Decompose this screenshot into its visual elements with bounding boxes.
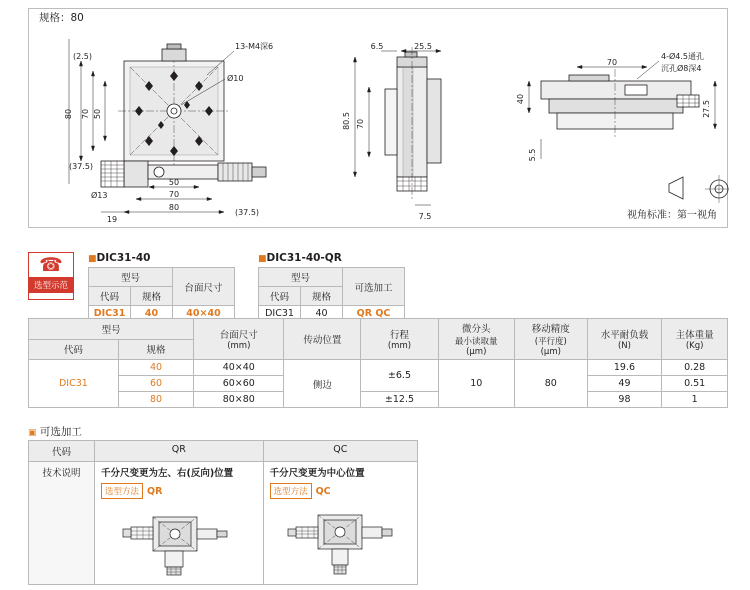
cell-stroke: ±12.5 [361,392,438,408]
svg-text:40: 40 [516,93,525,105]
table-row [29,392,728,408]
svg-text:Ø13: Ø13 [91,191,108,200]
svg-text:70: 70 [168,190,180,199]
col-header-optional: 可选加工 [343,268,405,306]
svg-text:80: 80 [168,203,180,212]
drawing-panel [28,8,728,228]
spec-col-weight: 主体重量 (Kg) [662,319,728,360]
opt-cell-qc [263,462,417,585]
model-value-spec: 40 [301,306,343,322]
sel-method-value: QC [315,486,331,497]
svg-text:70: 70 [81,108,90,120]
qc-variant-thumbnail [280,503,400,581]
optional-machining-table [28,440,418,585]
model-block-2-title: ■DIC31-40-QR [258,252,342,264]
cell-load: 98 [587,392,662,408]
svg-text:Ø10: Ø10 [227,74,244,83]
table-row [29,360,728,376]
svg-text:沉孔Ø8深4: 沉孔Ø8深4 [661,64,702,73]
svg-text:80.5: 80.5 [342,112,351,130]
cell-code: DIC31 [29,360,119,408]
model-group-header: 型号 [89,268,173,287]
cell-weight: 0.28 [662,360,728,376]
cell-table-size: 60×60 [194,376,284,392]
optional-machining-title: ▣ 可选加工 [28,426,82,438]
spec-col-accuracy: 移动精度 (平行度) (μm) [514,319,587,360]
spec-label: 规格：80 [36,10,87,25]
svg-text:6.5: 6.5 [370,42,384,51]
bullet-square-icon: ▣ [28,428,37,438]
opt-row-label: 技术说明 [29,462,95,585]
svg-text:80: 80 [64,108,73,120]
selection-example-label: 选型示范 [29,277,73,293]
qr-variant-thumbnail [119,503,239,581]
cell-load: 49 [587,376,662,392]
model-group-header: 型号 [259,268,343,287]
cell-spec: 60 [118,376,193,392]
svg-text:(37.5): (37.5) [234,208,260,217]
opt-desc-qc: 千分尺变更为中心位置 [269,468,365,479]
model-block-2-table [258,267,405,322]
svg-text:50: 50 [168,178,180,187]
cell-spec: 40 [118,360,193,376]
col-header-spec: 规格 [301,287,343,306]
model-value-optional: QR QC [343,306,405,322]
model-block-dic31-40-qr [258,252,405,322]
cell-table-size: 40×40 [194,360,284,376]
cell-table-size: 80×80 [194,392,284,408]
cell-micrometer: 10 [438,360,514,408]
spec-col-code: 代码 [29,339,119,360]
svg-text:19: 19 [106,215,118,224]
col-header-spec: 规格 [131,287,173,306]
spec-col-load: 水平耐负载 (N) [587,319,662,360]
bullet-square-icon: ■ [88,254,97,264]
opt-desc-qr: 千分尺变更为左、右(反向)位置 [101,468,234,479]
model-value-table-size: 40×40 [173,306,235,322]
technical-drawing [29,9,729,229]
svg-text:27.5: 27.5 [702,100,711,118]
cell-stroke: ±6.5 [361,360,438,392]
svg-text:70: 70 [356,118,365,130]
model-block-dic31-40 [88,252,235,322]
opt-header-qc: QC [263,441,417,462]
svg-text:(37.5): (37.5) [69,162,94,171]
col-header-table-size: 台面尺寸 [173,268,235,306]
col-header-code: 代码 [89,287,131,306]
spec-col-spec: 规格 [118,339,193,360]
svg-text:7.5: 7.5 [418,212,432,221]
phone-icon: ☎ [39,254,63,276]
svg-text:4-Ø4.5通孔: 4-Ø4.5通孔 [661,52,704,61]
sel-method-chip: 选型方法 [270,483,312,499]
spec-col-stroke: 行程 (mm) [361,319,438,360]
specification-table [28,318,728,408]
svg-text:25.5: 25.5 [414,42,432,51]
svg-text:50: 50 [93,108,102,120]
bullet-square-icon: ■ [258,254,267,264]
sel-method-chip: 选型方法 [101,483,143,499]
selection-example-badge [28,252,74,300]
svg-text:(2.5): (2.5) [73,52,92,61]
spec-col-table-size: 台面尺寸 (mm) [194,319,284,360]
svg-text:70: 70 [606,58,618,67]
spec-col-drive-position: 传动位置 [284,319,361,360]
model-value-code: DIC31 [259,306,301,322]
cell-load: 19.6 [587,360,662,376]
spec-col-micrometer: 微分头 最小读取量 (μm) [438,319,514,360]
opt-header-code: 代码 [29,441,95,462]
model-block-1-table [88,267,235,322]
opt-cell-qr [95,462,264,585]
table-row [29,462,418,585]
opt-header-qr: QR [95,441,264,462]
cell-spec: 80 [118,392,193,408]
svg-text:5.5: 5.5 [528,148,537,162]
svg-text:13-M4深6: 13-M4深6 [235,42,274,51]
spec-group-header-model: 型号 [29,319,194,340]
view-standard-note: 视角标准：第一视角 [627,210,717,221]
cell-weight: 1 [662,392,728,408]
cell-accuracy: 80 [514,360,587,408]
model-block-1-title: ■DIC31-40 [88,252,151,264]
model-value-spec: 40 [131,306,173,322]
cell-drive-position: 侧边 [284,360,361,408]
cell-weight: 0.51 [662,376,728,392]
sel-method-value: QR [147,486,163,497]
col-header-code: 代码 [259,287,301,306]
model-value-code: DIC31 [89,306,131,322]
